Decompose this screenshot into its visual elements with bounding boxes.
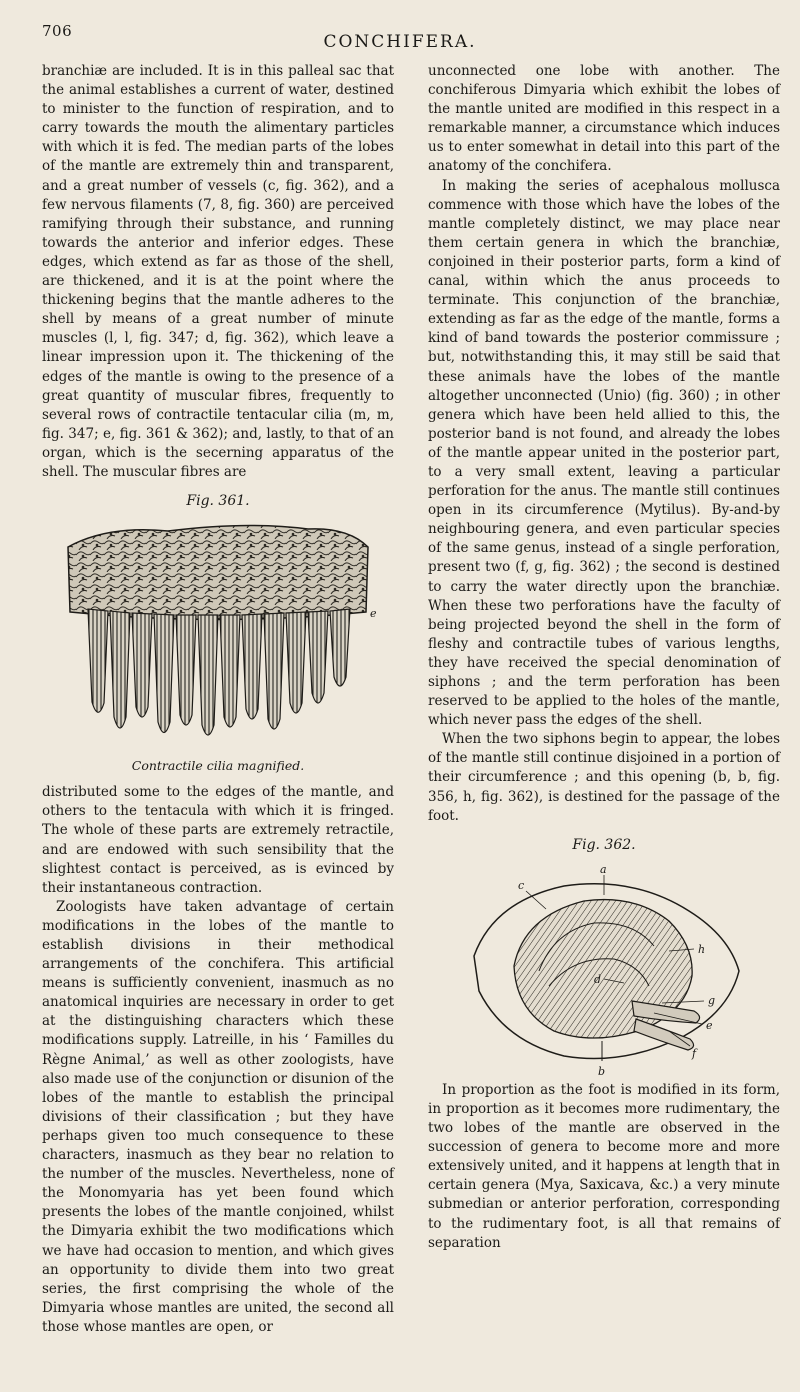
figure-362-letter-h: h (698, 942, 706, 956)
figure-362-letter-a: a (600, 862, 607, 876)
figure-361 (42, 517, 394, 752)
right-paragraph-2: In making the series of acephalous mollusca commence with those which have the lobes of the mantle completely distinct, we may place near them certain genera in which the branchiæ, conjoined in their posterior parts, form a kind of canal, within which the anus proceeds to terminate. This conjunction of the branchiæ, extending as far as the edge of the mantle, forms a kind of band towards the posterior commissure ; but, notwithstanding this, it may still be said that these animals have the lobes of the mantle altogether unconnected (Unio) (fig. 360) ; in other genera which have been held allied to this, the posterior band is not found, and already the lobes of the mantle appear united in the posterior part, to a very small extent, leaving a particular perforation for the anus. The mantle still continues open in its circumference (Mytilus). By-and-by neighbouring genera, and even particular species of the same genus, instead of a single perforation, present two (f, g, fig. 362) ; the second is destined to carry the water directly upon the branchiæ. When these two perforations have the faculty of being projected beyond the shell in the form of fleshy and contractile tubes of various lengths, they have received the special denomination of siphons ; and the term perforation has been reserved to be applied to the holes of the mantle, which never pass the edges of the shell. (428, 177, 780, 729)
running-title: CONCHIFERA. (323, 32, 477, 52)
figure-362-illustration (454, 861, 754, 1081)
right-paragraph-1: unconnected one lobe with another. The conchiferous Dimyaria which exhibit the lobes of the mantle united are modified in this respect in a remarkable manner, a circumstance which induces us to enter somewhat in detail into this part of the anatomy of the conchifera. (428, 63, 780, 175)
figure-362 (428, 861, 780, 1081)
figure-362-letter-f: f (692, 1046, 697, 1060)
figure-362-label: Fig. 362. (572, 836, 636, 853)
right-paragraph-3: When the two siphons begin to appear, the lobes of the mantle still continue disjoined in a portion of their circumference ; and this opening (b, b, fig. 356, h, fig. 362), is destined for the passage of the foot. (428, 731, 780, 824)
page-number: 706 (42, 22, 73, 40)
left-paragraph-1: branchiæ are included. It is in this palleal sac that the animal establishes a current of water, destined to minister to the function of respiration, and to carry towards the mouth the alimentary particles with which it is fed. The median parts of the lobes of the mantle are extremely thin and transparent, and a great number of vessels (c, fig. 362), and a few nervous filaments (7, 8, fig. 360) are perceived ramifying through their substance, and running towards the anterior and inferior edges. These edges, which extend as far as those of the shell, are thickened, and it is at the point where the thickening begins that the mantle adheres to the shell by means of a great number of minute muscles (l, l, fig. 347; d, fig. 362), which leave a linear impression upon it. The thickening of the edges of the mantle is owing to the presence of a great quantity of muscular fibres, frequently to several rows of contractile tentacular cilia (m, m, fig. 347; e, fig. 361 & 362); and, lastly, to that of an organ, which is the secerning apparatus of the shell. The muscular fibres are (42, 63, 394, 480)
figure-362-letter-g: g (708, 993, 716, 1007)
figure-361-illustration (48, 517, 388, 752)
left-paragraph-3: Zoologists have taken advantage of certain modifications in the lobes of the mantle to establish divisions in their methodical arrangements of the conchifera. This artificial means is sufficiently convenient, inasmuch as no anatomical inquiries are necessary in order to get at the distinguishing characters which these modifications supply. Latreille, in his ‘ Familles du Règne Animal,’ as well as other zoologists, have also made use of the conjunction or disunion of the lobes of the mantle to establish the principal divisions of their classification ; but they have perhaps given too much consequence to these characters, inasmuch as they bear no relation to the number of the muscles. Nevertheless, none of the Monomyaria has yet been found which presents the lobes of the mantle conjoined, whilst the Dimyaria exhibit the two modifications which we have had occasion to mention, and which gives an opportunity to divide them into two great series, the first comprising the whole of the Dimyaria whose mantles are united, the second all those whose mantles are open, or (42, 898, 394, 1335)
figure-362-letter-c: c (518, 878, 525, 892)
figure-362-letter-d: d (594, 972, 602, 986)
left-column (42, 62, 394, 1337)
figure-361-label: Fig. 361. (186, 493, 250, 510)
cilia-fringe (88, 609, 350, 735)
figure-362-letter-b: b (598, 1064, 606, 1078)
figure-361-caption: Contractile cilia magnified. (131, 758, 305, 774)
figure-361-letter-e: e (370, 607, 377, 621)
right-paragraph-4: In proportion as the foot is modified in its form, in proportion as it becomes more rudimentary, the two lobes of the mantle are observed in the succession of genera to become more and more extensively united, and it happens at length that in certain genera (Mya, Saxicava, &c.) a very minute submedian or anterior perforation, corresponding to the rudimentary foot, is all that remains of separation (428, 1081, 780, 1251)
right-column (428, 62, 780, 1253)
left-paragraph-2: distributed some to the edges of the mantle, and others to the tentacula with which it is fringed. The whole of these parts are extremely retractile, and are endowed with such sensibility that the slightest contact is perceived, as is evinced by their instantaneous contraction. (42, 784, 394, 896)
figure-362-letter-e: e (706, 1018, 713, 1032)
